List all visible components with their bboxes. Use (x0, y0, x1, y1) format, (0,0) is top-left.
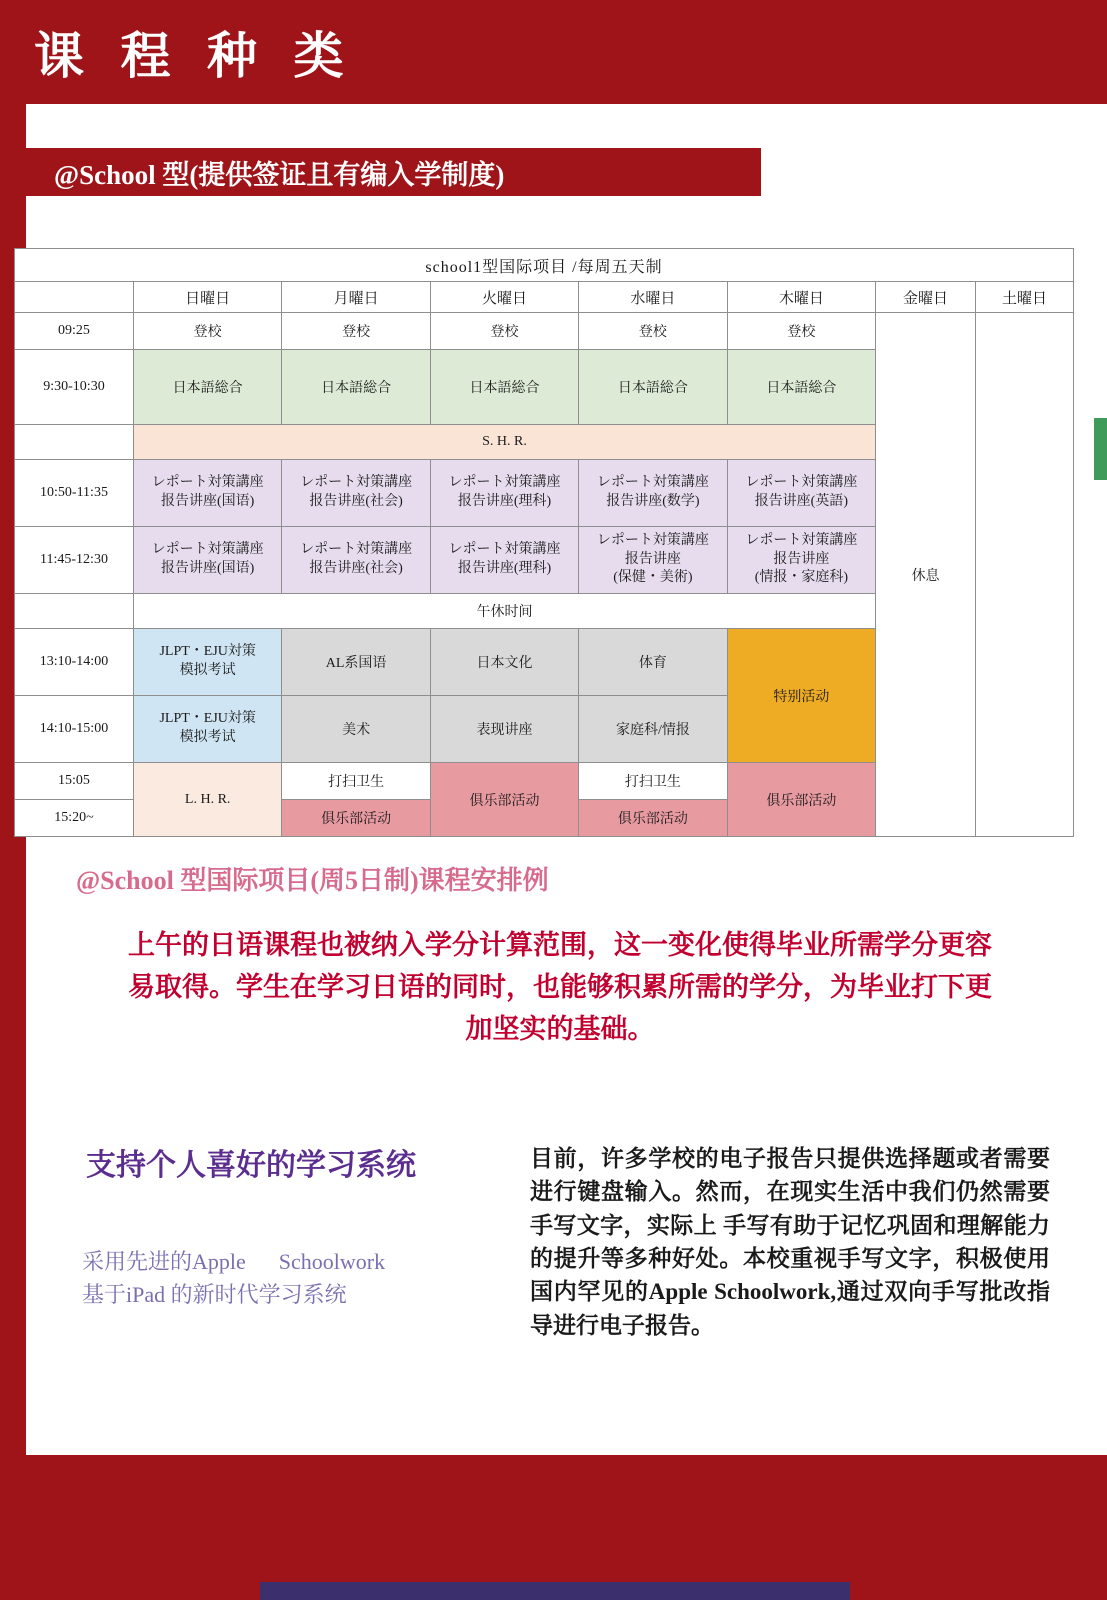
col-head-tue: 火曜日 (430, 282, 578, 313)
cell-thu: レポート対策講座 报告讲座 (情报・家庭科) (727, 527, 875, 594)
page-title: 课 程 种 类 (34, 28, 356, 84)
col-head-sat: 土曜日 (976, 282, 1074, 313)
cell-wed: 家庭科/情报 (579, 696, 727, 763)
bottom-band (0, 1455, 1107, 1600)
cell-tue: レポート対策講座 报告讲座(理科) (430, 460, 578, 527)
row-time (15, 425, 134, 460)
cell-sun: JLPT・EJU対策 模拟考试 (133, 696, 281, 763)
cell-wed: 登校 (579, 313, 727, 350)
cell-mon: 登校 (282, 313, 430, 350)
row-time: 09:25 (15, 313, 134, 350)
cell-wed: 体育 (579, 629, 727, 696)
timetable (14, 248, 1074, 837)
cell-mon: AL系国语 (282, 629, 430, 696)
table-row (15, 313, 1074, 350)
cell-thu: 登校 (727, 313, 875, 350)
col-head-fri: 金曜日 (876, 282, 976, 313)
cell-tue: レポート対策講座 报告讲座(理科) (430, 527, 578, 594)
subsection-heading: 支持个人喜好的学习系统 (86, 1149, 416, 1182)
cell-shr: S. H. R. (133, 425, 875, 460)
highlight-paragraph: 上午的日语课程也被纳入学分计算范围，这一变化使得毕业所需学分更容易取得。学生在学习日语的同时，也能够积累所需的学分，为毕业打下更加坚实的基础。 (128, 930, 992, 1044)
cell-lhr: L. H. R. (133, 763, 281, 837)
row-time: 13:10-14:00 (15, 629, 134, 696)
bottom-inner-bar (260, 1582, 850, 1600)
row-time: 15:05 (15, 763, 134, 800)
row-time: 9:30-10:30 (15, 350, 134, 425)
cell-wed: 俱乐部活动 (579, 800, 727, 837)
cell-mon: 日本語総合 (282, 350, 430, 425)
subsection-body: 采用先进的Apple Schoolwork 基于iPad 的新时代学习系统 (82, 1249, 386, 1307)
row-time: 10:50-11:35 (15, 460, 134, 527)
col-head-mon: 月曜日 (282, 282, 430, 313)
cell-thu: レポート対策講座 报告讲座(英語) (727, 460, 875, 527)
cell-thu: 日本語総合 (727, 350, 875, 425)
col-head-time (15, 282, 134, 313)
cell-mon: 美术 (282, 696, 430, 763)
table-caption: @School 型国际项目(周5日制)课程安排例 (76, 866, 549, 895)
cell-wed: 日本語総合 (579, 350, 727, 425)
col-head-thu: 木曜日 (727, 282, 875, 313)
cell-lunch: 午休时间 (133, 594, 875, 629)
cell-tue: 表现讲座 (430, 696, 578, 763)
right-column-body: 目前，许多学校的电子报告只提供选择题或者需要进行键盘输入。然而，在现实生活中我们仍然需要手写文字，实际上 手写有助于记忆巩固和理解能力的提升等多种好处。本校重视手写文字，积极使用国内罕见的Apple Schoolwork,通过双向手写批改指导进行电子报告。 (530, 1146, 1050, 1338)
cell-mon: 俱乐部活动 (282, 800, 430, 837)
timetable-header-row (15, 282, 1074, 313)
col-head-wed: 水曜日 (579, 282, 727, 313)
col-head-sun: 日曜日 (133, 282, 281, 313)
cell-sun: 日本語総合 (133, 350, 281, 425)
row-time: 11:45-12:30 (15, 527, 134, 594)
cell-mon: レポート対策講座 报告讲座(社会) (282, 460, 430, 527)
cell-sun: 登校 (133, 313, 281, 350)
cell-sat-empty (976, 313, 1074, 837)
cell-wed: 打扫卫生 (579, 763, 727, 800)
cell-wed: レポート対策講座 报告讲座(数学) (579, 460, 727, 527)
row-time (15, 594, 134, 629)
row-time: 14:10-15:00 (15, 696, 134, 763)
row-time: 15:20~ (15, 800, 134, 837)
cell-tue: 俱乐部活动 (430, 763, 578, 837)
cell-tue: 日本文化 (430, 629, 578, 696)
cell-sun: レポート対策講座 报告讲座(国语) (133, 460, 281, 527)
cell-weekend-rest: 休息 (876, 313, 976, 837)
decorative-green-marker (1094, 418, 1107, 480)
timetable-title: school1型国际项目 /每周五天制 (15, 249, 1074, 282)
header-band (0, 0, 1107, 104)
cell-thu: 俱乐部活动 (727, 763, 875, 837)
cell-sun: JLPT・EJU対策 模拟考试 (133, 629, 281, 696)
cell-mon: レポート対策講座 报告讲座(社会) (282, 527, 430, 594)
timetable-title-row (15, 249, 1074, 282)
section-label: @School 型(提供签证且有编入学制度) (26, 148, 761, 196)
cell-tue: 登校 (430, 313, 578, 350)
cell-tue: 日本語総合 (430, 350, 578, 425)
cell-mon: 打扫卫生 (282, 763, 430, 800)
cell-sun: レポート対策講座 报告讲座(国语) (133, 527, 281, 594)
cell-special-activity: 特别活动 (727, 629, 875, 763)
cell-wed: レポート対策講座 报告讲座 (保健・美術) (579, 527, 727, 594)
